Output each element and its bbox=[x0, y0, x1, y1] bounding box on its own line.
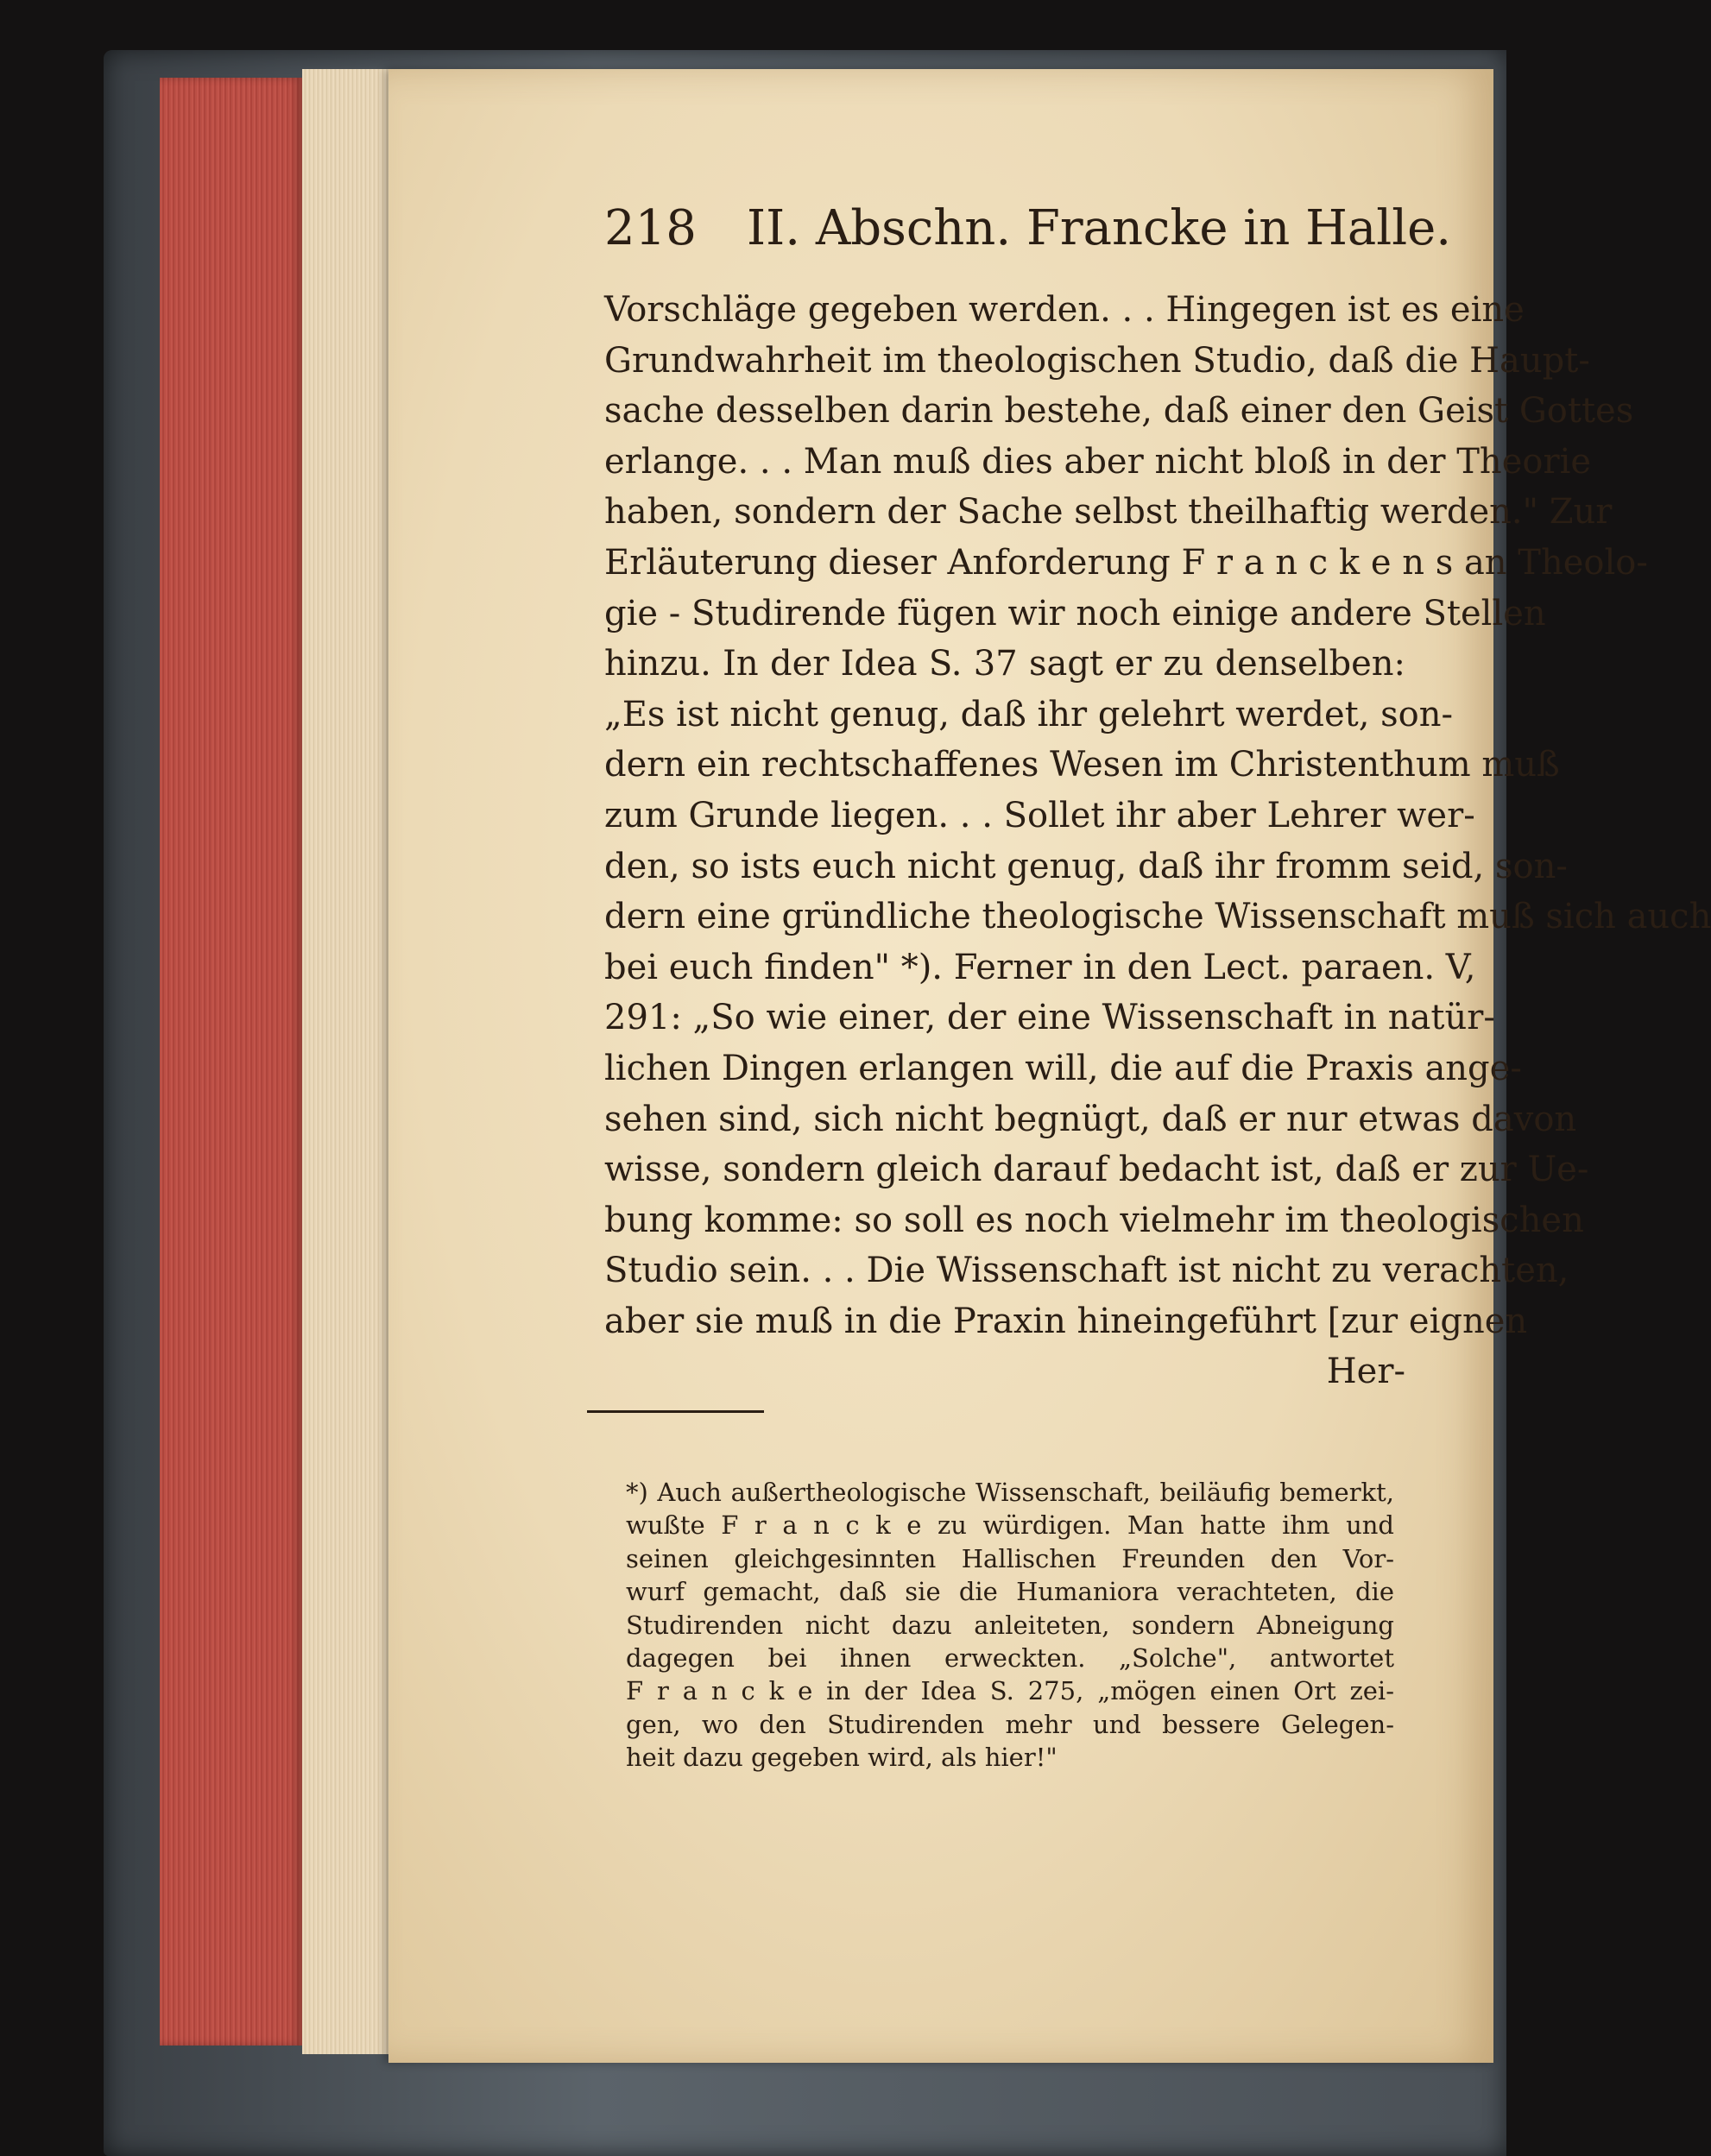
footnote-line: dagegen bei ihnen erweckten. „Solche", antwortet bbox=[626, 1642, 1394, 1673]
body-line: erlange. . . Man muß dies aber nicht bloß in der Theorie bbox=[604, 441, 1592, 482]
footnote-line: heit dazu gegeben wird, als hier!" bbox=[626, 1743, 1058, 1773]
body-line: Studio sein. . . Die Wissenschaft ist nicht zu verachten, bbox=[604, 1251, 1569, 1291]
body-line: haben, sondern der Sache selbst theilhaftig werden." Zur bbox=[604, 492, 1613, 533]
page-edges-red bbox=[160, 78, 302, 2046]
body-line: bung komme: so soll es noch vielmehr im theologischen bbox=[604, 1200, 1584, 1240]
footnote bbox=[626, 1476, 1394, 1775]
running-header bbox=[604, 199, 1485, 259]
footnote-line: F r a n c k e in der Idea S. 275, „mögen einen Ort zei- bbox=[626, 1676, 1394, 1706]
body-line: Vorschläge gegeben werden. . . Hingegen ist es eine bbox=[604, 290, 1525, 330]
body-line: hinzu. In der Idea S. 37 sagt er zu denselben: bbox=[604, 644, 1405, 684]
body-line: sehen sind, sich nicht begnügt, daß er nur etwas davon bbox=[604, 1099, 1577, 1139]
footnote-line: *) Auch außertheologische Wissenschaft, beiläufig bemerkt, bbox=[626, 1478, 1394, 1507]
body-line: sache desselben darin bestehe, daß einer den Geist Gottes bbox=[604, 391, 1634, 432]
footnote-line: seinen gleichgesinnten Hallischen Freunden den Vor- bbox=[626, 1543, 1394, 1573]
footnote-line: wurf gemacht, daß sie die Humaniora verachteten, die bbox=[626, 1577, 1394, 1607]
body-line: aber sie muß in die Praxin hineingeführt [zur eignen bbox=[604, 1301, 1528, 1341]
body-line: Grundwahrheit im theologischen Studio, daß die Haupt- bbox=[604, 340, 1590, 381]
page-edges-cream bbox=[302, 69, 393, 2054]
body-line: wisse, sondern gleich darauf bedacht ist, daß er zur Ue- bbox=[604, 1150, 1589, 1190]
footnote-line: Studirenden nicht dazu anleiteten, sondern Abneigung bbox=[626, 1610, 1394, 1640]
body-line: Erläuterung dieser Anforderung F r a n c k e n s an Theolo- bbox=[604, 542, 1648, 583]
body-line: „Es ist nicht genug, daß ihr gelehrt werdet, son- bbox=[604, 694, 1454, 734]
body-line: dern ein rechtschaffenes Wesen im Christenthum muß bbox=[604, 745, 1560, 785]
footnote-line: gen, wo den Studirenden mehr und bessere Gelegen- bbox=[626, 1709, 1394, 1739]
body-line: dern eine gründliche theologische Wissenschaft muß sich auch bbox=[604, 897, 1711, 937]
body-line: zum Grunde liegen. . . Sollet ihr aber Lehrer wer- bbox=[604, 795, 1475, 835]
body-text bbox=[604, 285, 1711, 1397]
body-line: lichen Dingen erlangen will, die auf die Praxis ange- bbox=[604, 1048, 1522, 1088]
footnote-line: wußte F r a n c k e zu würdigen. Man hatte ihm und bbox=[626, 1510, 1394, 1541]
section-title: II. Abschn. Francke in Halle. bbox=[747, 200, 1452, 256]
catchword: Her- bbox=[1326, 1352, 1405, 1392]
body-line: bei euch finden" *). Ferner in den Lect. paraen. V, bbox=[604, 947, 1476, 987]
footnote-divider bbox=[587, 1410, 764, 1413]
body-line: 291: „So wie einer, der eine Wissenschaft in natür- bbox=[604, 998, 1495, 1038]
body-line: gie - Studirende fügen wir noch einige andere Stellen bbox=[604, 593, 1546, 634]
page-number: 218 bbox=[604, 200, 697, 256]
body-line: den, so ists euch nicht genug, daß ihr fromm seid, son- bbox=[604, 846, 1568, 886]
